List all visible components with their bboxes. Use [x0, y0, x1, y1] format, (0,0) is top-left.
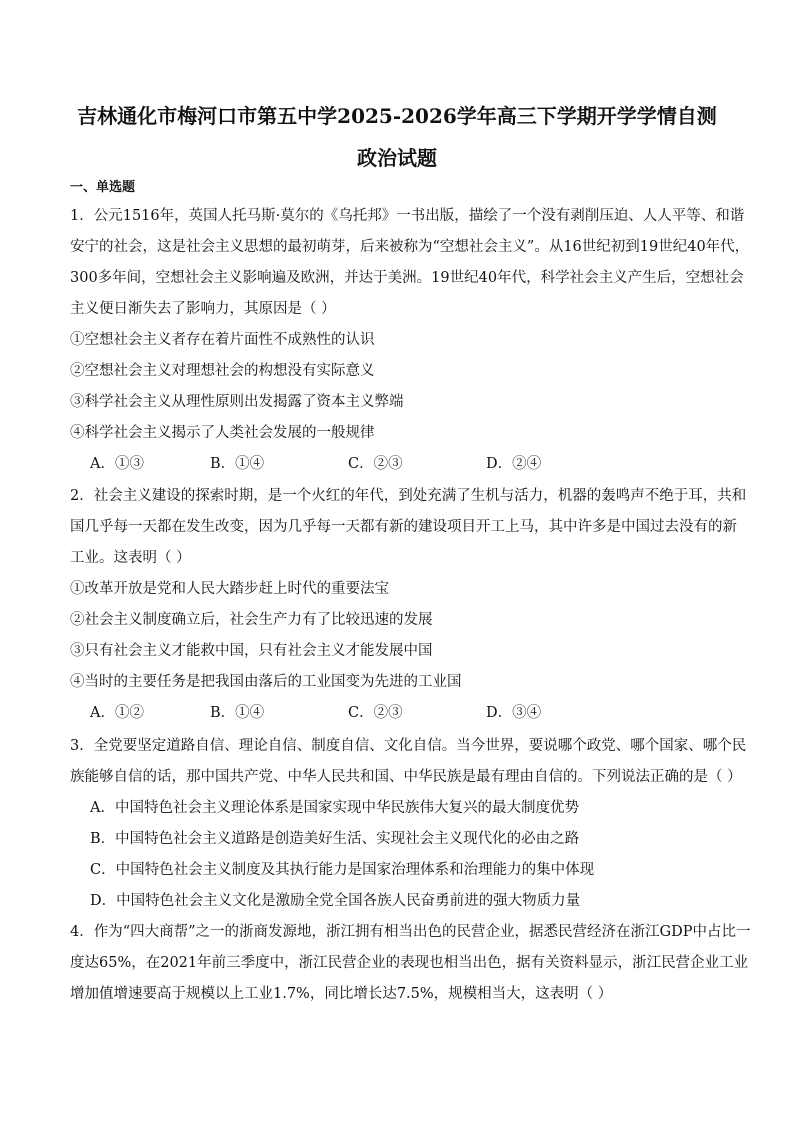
choice-a[interactable]: A．①② — [90, 705, 144, 721]
choice-d[interactable]: D．③④ — [486, 705, 542, 721]
question-1-choices — [70, 449, 724, 480]
section-heading: 一、单选题 — [70, 180, 136, 195]
choice-b[interactable]: B．①④ — [210, 456, 265, 472]
choice-d[interactable]: D．②④ — [486, 456, 542, 472]
choice-c[interactable]: C．中国特色社会主义制度及其执行能力是国家治理体系和治理能力的集中体现 — [90, 862, 595, 878]
question-2-statement: ②社会主义制度确立后，社会生产力有了比较迅速的发展 — [70, 612, 433, 628]
question-3-stem-line: 族能够自信的话，那中国共产党、中华人民共和国、中华民族是最有理由自信的。下列说法正确的是（ ） — [70, 769, 742, 785]
question-1-statement: ②空想社会主义对理想社会的构想没有实际意义 — [70, 363, 375, 379]
question-1-stem-line: 安宁的社会，这是社会主义思想的最初萌芽，后来被称为“空想社会主义”。从16世纪初到19世纪40年代， — [70, 239, 750, 255]
question-4-stem-line: 4．作为“四大商帮”之一的浙商发源地，浙江拥有相当出色的民营企业，据悉民营经济在浙江GDP中占比一 — [70, 924, 751, 940]
question-3-stem-line: 3．全党要坚定道路自信、理论自信、制度自信、文化自信。当今世界，要说哪个政党、哪个国家、哪个民 — [70, 738, 747, 754]
question-1-statement: ④科学社会主义揭示了人类社会发展的一般规律 — [70, 425, 375, 441]
question-2-stem-line: 工业。这表明（ ） — [70, 550, 191, 566]
question-2-statement: ①改革开放是党和人民大踏步赶上时代的重要法宝 — [70, 581, 389, 597]
question-4-stem-line: 度达65%，在2021年前三季度中，浙江民营企业的表现也相当出色，据有关资料显示，浙江民营企业工业 — [70, 955, 749, 971]
question-1-statement: ①空想社会主义者存在着片面性不成熟性的认识 — [70, 332, 375, 348]
question-1-stem-line: 主义便日渐失去了影响力，其原因是（ ） — [70, 301, 336, 317]
exam-subtitle: 政治试题 — [357, 146, 437, 170]
question-2-choices — [70, 698, 724, 729]
question-2-statement: ③只有社会主义才能救中国，只有社会主义才能发展中国 — [70, 643, 433, 659]
question-2 — [70, 481, 747, 729]
choice-c[interactable]: C．②③ — [348, 705, 403, 721]
question-1-statement: ③科学社会主义从理性原则出发揭露了资本主义弊端 — [70, 394, 404, 410]
choice-d[interactable]: D．中国特色社会主义文化是激励全党全国各族人民奋勇前进的强大物质力量 — [90, 893, 581, 909]
question-2-stem-line: 2．社会主义建设的探索时期，是一个火红的年代，到处充满了生机与活力，机器的轰鸣声不绝于耳，共和 — [70, 488, 747, 504]
choice-a[interactable]: A．①③ — [90, 456, 144, 472]
exam-title: 吉林通化市梅河口市第五中学2025-2026学年高三下学期开学学情自测 — [77, 104, 717, 128]
question-3 — [70, 731, 747, 917]
question-1 — [70, 201, 750, 480]
question-4 — [70, 917, 751, 1010]
question-1-stem-line: 300多年间，空想社会主义影响遍及欧洲，并达于美洲。19世纪40年代，科学社会主义产生后，空想社会 — [70, 270, 744, 286]
question-2-statement: ④当时的主要任务是把我国由落后的工业国变为先进的工业国 — [70, 674, 462, 690]
choice-a[interactable]: A．中国特色社会主义理论体系是国家实现中华民族伟大复兴的最大制度优势 — [90, 800, 579, 816]
choice-b[interactable]: B．①④ — [210, 705, 265, 721]
question-1-stem-line: 1．公元1516年，英国人托马斯·莫尔的《乌托邦》一书出版，描绘了一个没有剥削压迫、人人平等、和谐 — [70, 208, 745, 224]
question-4-stem-line: 增加值增速要高于规模以上工业1.7%，同比增长达7.5%，规模相当大，这表明（ ） — [70, 986, 613, 1002]
choice-c[interactable]: C．②③ — [348, 456, 403, 472]
choice-b[interactable]: B．中国特色社会主义道路是创造美好生活、实现社会主义现代化的必由之路 — [90, 831, 580, 847]
question-2-stem-line: 国几乎每一天都在发生改变，因为几乎每一天都有新的建设项目开工上马，其中许多是中国过去没有的新 — [70, 519, 737, 535]
